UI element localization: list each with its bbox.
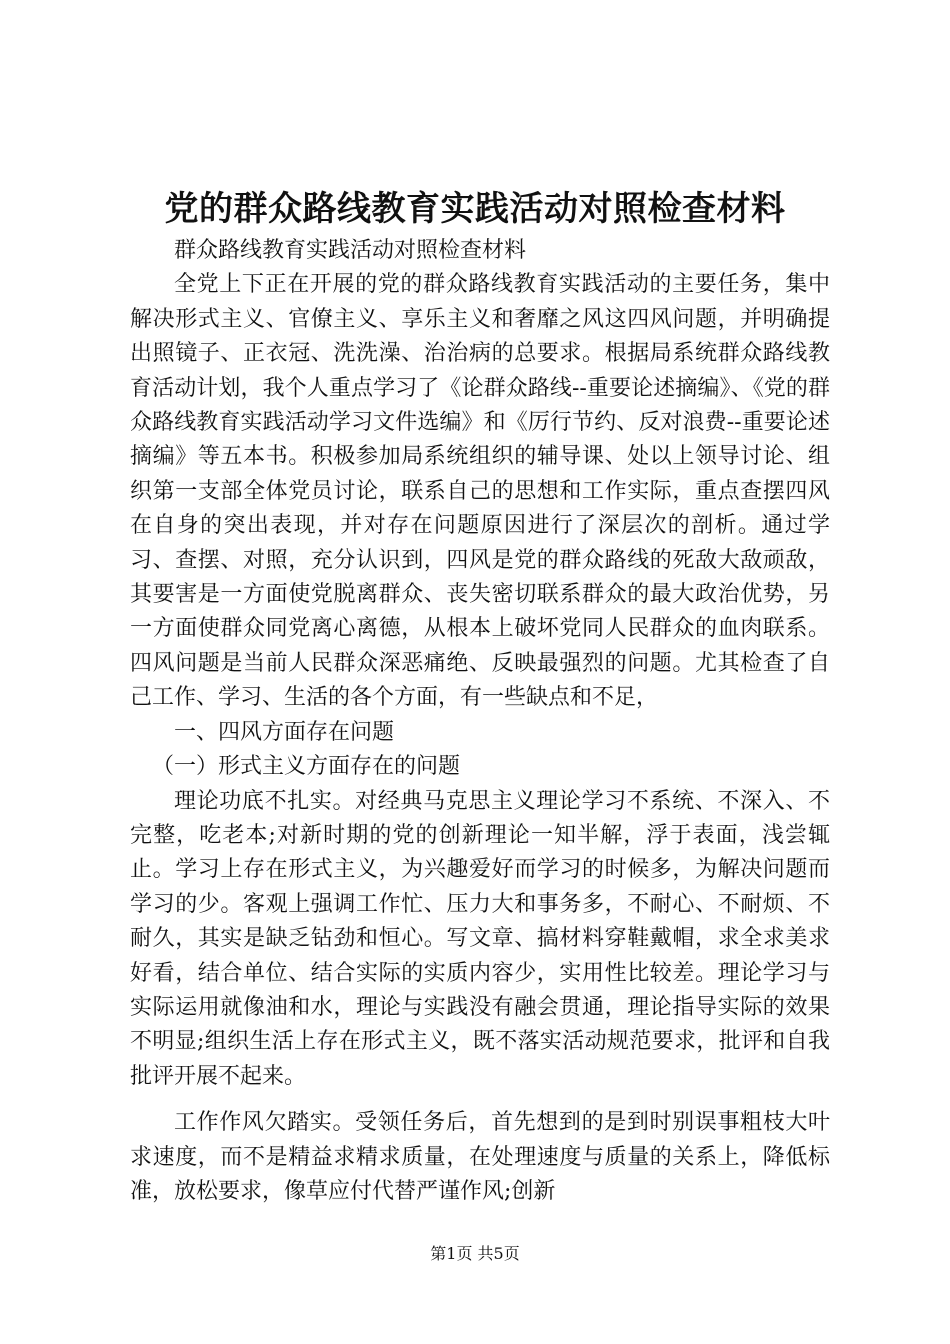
document-body: [130, 234, 830, 1209]
section-heading-1: 一、四风方面存在问题: [174, 719, 395, 745]
subtitle-line: 群众路线教育实践活动对照检查材料: [174, 238, 527, 263]
theory-paragraph: 理论功底不扎实。对经典马克思主义理论学习不系统、不深入、不完整，吃老本;对新时期的党的创新理论一知半解，浮于表面，浅尝辄止。学习上存在形式主义，为兴趣爱好而学习的时候多，为解决问题而学习的少。客观上强调工作忙、压力大和事务多，不耐心、不耐烦、不耐久，其实是缺乏钻劲和恒心。写文章、搞材料穿鞋戴帽，求全求美求好看，结合单位、结合实际的实质内容少，实用性比较差。理论学习与实际运用就像油和水，理论与实践没有融会贯通，理论指导实际的效果不明显;组织生活上存在形式主义，既不落实活动规范要求，批评和自我批评开展不起来。: [130, 788, 830, 1089]
intro-paragraph: 全党上下正在开展的党的群众路线教育实践活动的主要任务，集中解决形式主义、官僚主义、享乐主义和奢靡之风这四风问题，并明确提出照镜子、正衣冠、洗洗澡、治治病的总要求。根据局系统群众路线教育活动计划，我个人重点学习了《论群众路线--重要论述摘编》、《党的群众路线教育实践活动学习文件选编》和《厉行节约、反对浪费--重要论述摘编》等五本书。积极参加局系统组织的辅导课、处以上领导讨论、组织第一支部全体党员讨论，联系自己的思想和工作实际，重点查摆四风在自身的突出表现，并对存在问题原因进行了深层次的剖析。通过学习、查摆、对照，充分认识到，四风是党的群众路线的死敌大敌顽敌，其要害是一方面使党脱离群众、丧失密切联系群众的最大政治优势，另一方面使群众同党离心离德，从根本上破坏党同人民群众的血肉联系。四风问题是当前人民群众深恶痛绝、反映最强烈的问题。尤其检查了自己工作、学习、生活的各个方面，有一些缺点和不足，: [130, 272, 830, 711]
page-number: 第1页 共5页: [430, 1244, 520, 1263]
paragraph-gap: [130, 1094, 830, 1106]
document-title: 党的群众路线教育实践活动对照检查材料: [164, 189, 786, 229]
subsection-heading-1: （一）形式主义方面存在的问题: [152, 754, 461, 780]
work-style-paragraph: 工作作风欠踏实。受领任务后，首先想到的是到时别误事粗枝大叶求速度，而不是精益求精求质量，在处理速度与质量的关系上，降低标准，放松要求，像草应付代替严谨作风;创新: [130, 1110, 830, 1204]
